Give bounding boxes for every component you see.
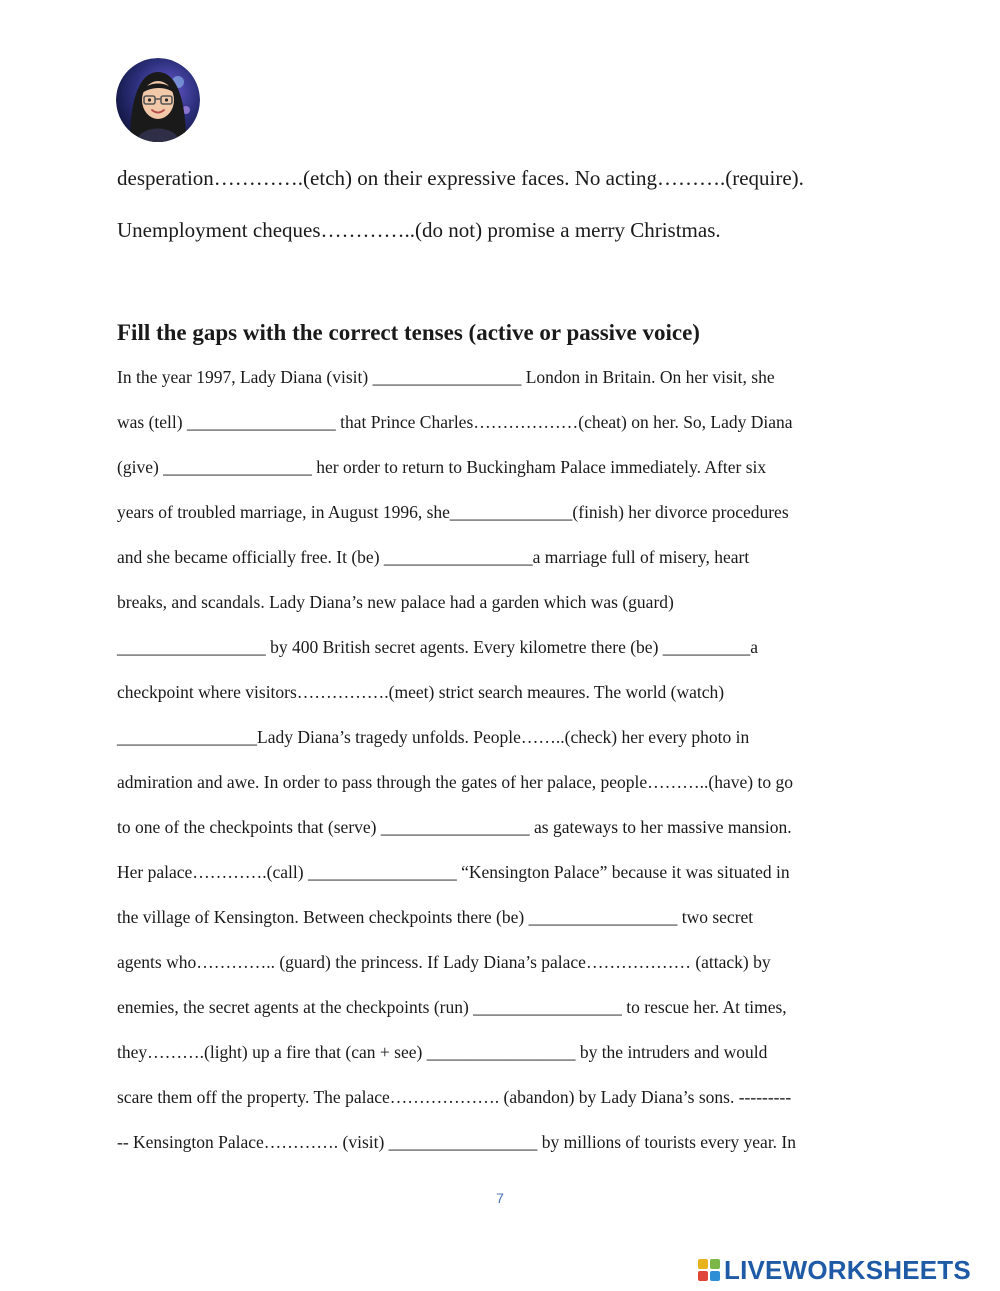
exercise-line: breaks, and scandals. Lady Diana’s new palace had a garden which was (guard) — [117, 592, 674, 612]
brand-mark-square — [710, 1271, 720, 1281]
exercise-line: enemies, the secret agents at the checkpoints (run) _________________ to rescue her. At times, — [117, 997, 787, 1017]
exercise-line: _________________ by 400 British secret agents. Every kilometre there (be) __________a — [117, 637, 759, 657]
exercise-line: In the year 1997, Lady Diana (visit) _________________ London in Britain. On her visit, she — [117, 367, 775, 387]
page-number: 7 — [496, 1190, 504, 1206]
exercise-line: was (tell) _________________ that Prince Charles………………(cheat) on her. So, Lady Diana — [117, 412, 793, 432]
exercise-heading: Fill the gaps with the correct tenses (active or passive voice) — [117, 320, 700, 345]
exercise-line: years of troubled marriage, in August 1996, she______________(finish) her divorce procedures — [117, 502, 789, 522]
brand-mark-icon — [698, 1259, 720, 1281]
brand-mark-square — [698, 1259, 708, 1269]
brand-mark-square — [710, 1259, 720, 1269]
exercise-line: scare them off the property. The palace………………. (abandon) by Lady Diana’s sons. --------- — [117, 1087, 792, 1107]
author-avatar — [116, 58, 200, 142]
intro-line-2: Unemployment cheques…………..(do not) promise a merry Christmas. — [117, 218, 721, 242]
exercise-line: -- Kensington Palace…………. (visit) _________________ by millions of tourists every year. In — [117, 1132, 797, 1152]
exercise-line: they……….(light) up a fire that (can + see) _________________ by the intruders and would — [117, 1042, 768, 1062]
avatar-illustration — [116, 58, 200, 142]
exercise-line: Her palace………….(call) _________________ “Kensington Palace” because it was situated in — [117, 862, 790, 882]
exercise-line: ________________Lady Diana’s tragedy unfolds. People……..(check) her every photo in — [117, 727, 750, 747]
exercise-line: checkpoint where visitors…………….(meet) strict search meaures. The world (watch) — [117, 682, 725, 702]
exercise-line: the village of Kensington. Between checkpoints there (be) _________________ two secret — [117, 907, 754, 927]
exercise-line: to one of the checkpoints that (serve) _________________ as gateways to her massive mansion. — [117, 817, 792, 837]
exercise-line: admiration and awe. In order to pass through the gates of her palace, people………..(have) to go — [117, 772, 793, 792]
exercise-line: (give) _________________ her order to return to Buckingham Palace immediately. After six — [117, 457, 767, 477]
brand-mark-square — [698, 1271, 708, 1281]
liveworksheets-logo[interactable] — [698, 1252, 971, 1288]
intro-line-1: desperation………….(etch) on their expressive faces. No acting……….(require). — [117, 166, 804, 190]
exercise-line: agents who………….. (guard) the princess. If Lady Diana’s palace……………… (attack) by — [117, 952, 771, 972]
brand-name: LIVEWORKSHEETS — [724, 1254, 971, 1285]
exercise-line: and she became officially free. It (be) _________________a marriage full of misery, heart — [117, 547, 750, 567]
